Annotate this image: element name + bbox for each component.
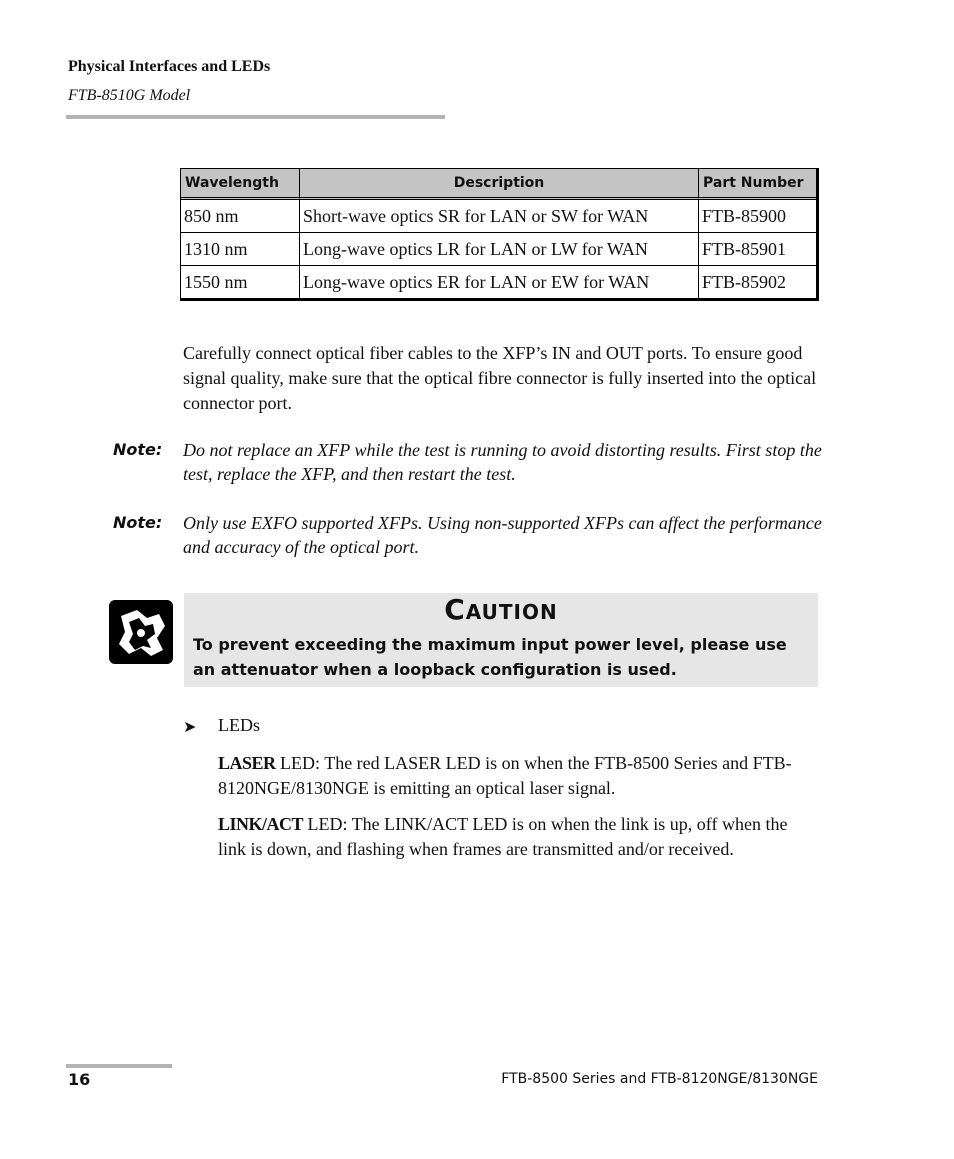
table-cell: FTB-85901: [699, 233, 816, 266]
footer-title: FTB-8500 Series and FTB-8120NGE/8130NGE: [501, 1071, 818, 1087]
caution-text: To prevent exceeding the maximum input power level, please use an attenuator when a loopback configuration is used.: [193, 635, 787, 679]
header-divider: [66, 115, 445, 119]
column-header-wavelength: Wavelength: [181, 169, 300, 200]
table-cell: FTB-85902: [702, 271, 787, 292]
leds-bullet: LEDs: [218, 715, 260, 735]
table-row: [181, 266, 816, 298]
model-subtitle: FTB-8510G Model: [68, 87, 191, 104]
arrow-bullet-icon: ➤: [183, 719, 197, 736]
note-label: Note:: [113, 513, 163, 532]
note-text: Do not replace an XFP while the test is running to avoid distorting results. First stop the test, replace the XFP, and then restart the test.: [183, 440, 822, 484]
link-led-description: [218, 812, 818, 862]
table-cell: Long-wave optics ER for LAN or EW for WAN: [300, 266, 699, 298]
column-header-description: Description: [300, 169, 699, 200]
part-number-table: [180, 168, 819, 301]
table-cell: Long-wave optics LR for LAN or LW for WAN: [300, 233, 699, 266]
table-cell: 850 nm: [181, 200, 300, 233]
laser-led-text: LED: The red LASER LED is on when the FTB-8500 Series and FTB-8120NGE/8130NGE is emitting an optical laser signal.: [218, 753, 792, 798]
link-led-name: LINK/ACT: [218, 814, 304, 834]
caution-title: Caution: [444, 593, 558, 626]
connection-paragraph: Carefully connect optical fiber cables to the XFP’s IN and OUT ports. To ensure good signal quality, make sure that the optical fibre connector is fully inserted into the optical connector port.: [183, 343, 817, 413]
note-label: Note:: [113, 440, 163, 459]
table-header-row: [181, 169, 816, 200]
caution-callout: [184, 593, 818, 687]
column-header-part-number: Part Number: [699, 169, 816, 200]
link-led-text: LED: The LINK/ACT LED is on when the link is up, off when the link is down, and flashing when frames are transmitted and/or received.: [218, 814, 788, 859]
note-text: Only use EXFO supported XFPs. Using non-supported XFPs can affect the performance and accuracy of the optical port.: [183, 513, 822, 557]
table-cell: Short-wave optics SR for LAN or SW for WAN: [300, 200, 699, 233]
laser-led-description: [218, 751, 818, 801]
section-title: Physical Interfaces and LEDs: [68, 58, 271, 75]
caution-hand-icon: [107, 598, 175, 666]
table-cell: FTB-85900: [699, 200, 816, 233]
table-row: [181, 233, 816, 266]
laser-led-name: LASER: [218, 753, 276, 773]
table-row: [181, 200, 816, 233]
table-cell: 1310 nm: [181, 233, 300, 266]
footer-divider: [66, 1064, 172, 1068]
page-number: 16: [68, 1070, 91, 1089]
table-cell: 1550 nm: [181, 266, 300, 298]
